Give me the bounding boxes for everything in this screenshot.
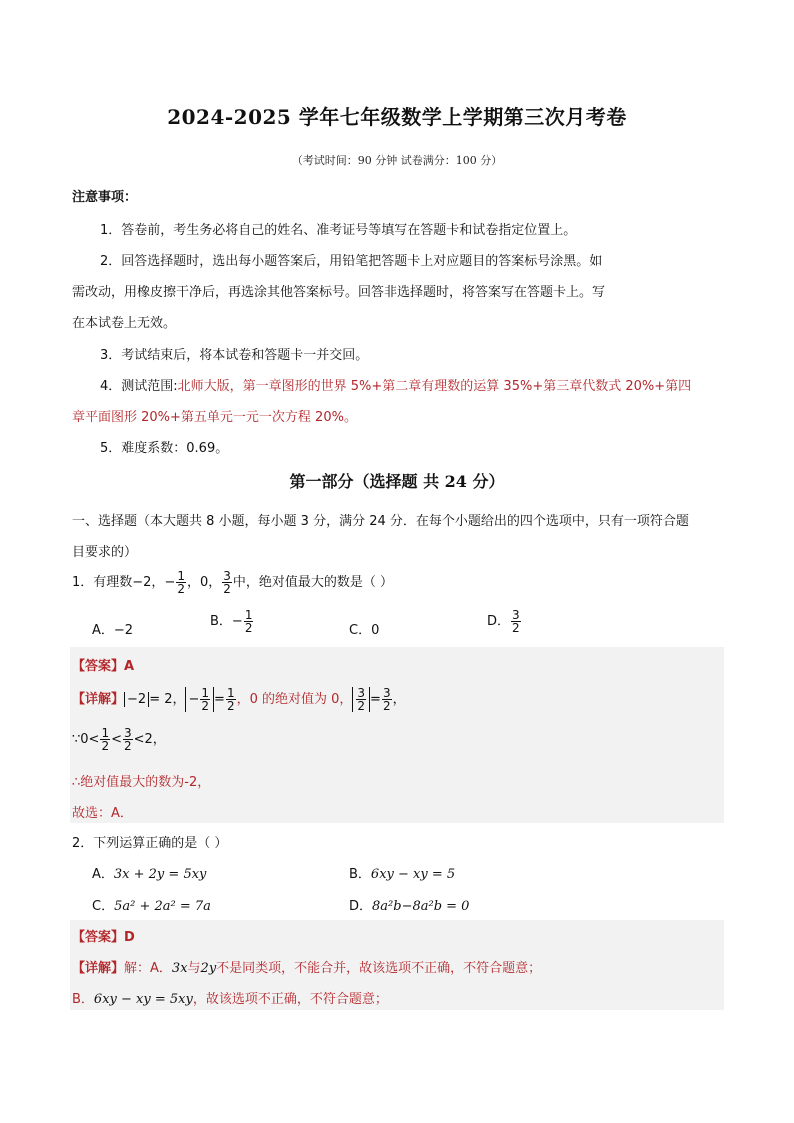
detail-eq-two: = 2，	[149, 692, 186, 707]
q1-option-d-frac	[511, 609, 521, 634]
frac-den: 2	[226, 699, 235, 713]
detail-label: 【详解】	[72, 692, 125, 707]
note-item-2c: 在本试卷上无效。	[72, 316, 177, 331]
detail-a-term2: 2y	[200, 961, 217, 976]
comma: ，	[392, 692, 406, 707]
option-math: 5a² + 2a² = 7a	[114, 899, 211, 914]
detail-b-prefix: B．	[72, 992, 94, 1007]
q1-option-b-frac	[244, 609, 254, 634]
option-label: B．	[349, 867, 371, 882]
frac-half	[100, 727, 110, 752]
q2-option-d	[349, 895, 469, 914]
frac-num: 3	[512, 608, 520, 622]
frac-three-halves	[123, 727, 133, 752]
answer-value: A	[124, 659, 135, 674]
neg-sign: −	[188, 692, 200, 707]
notes-heading: 注意事项：	[72, 190, 138, 205]
q1-therefore-line: ∴绝对值最大的数为-2，	[72, 775, 211, 790]
eq-sign: =	[214, 692, 225, 707]
less-than: <	[111, 732, 122, 747]
frac-half-result	[226, 687, 236, 712]
frac-den: 2	[223, 582, 231, 596]
frac-den: 2	[201, 699, 210, 713]
frac-den: 2	[101, 739, 110, 753]
frac-num: 1	[201, 686, 210, 700]
abs-neg-two: −2	[124, 692, 149, 707]
frac-den: 2	[512, 621, 520, 635]
part1-intro-line1: 一、选择题（本大题共 8 小题，每小题 3 分，满分 24 分．在每个小题给出的四个选项中，只有一项符合题	[72, 514, 689, 529]
q1-answer-box	[70, 647, 724, 823]
q1-option-d-prefix: D．	[487, 614, 511, 629]
frac-den: 2	[177, 582, 185, 596]
q2-answer	[72, 926, 135, 945]
detail-a-term1: 3x	[171, 961, 188, 976]
q2-answer-box	[70, 920, 724, 1010]
option-label: D．	[349, 899, 373, 914]
detail-a-prefix: 解：A．	[124, 961, 172, 976]
q2-stem: 2．下列运算正确的是（ ）	[72, 836, 228, 851]
q1-frac-three-halves	[222, 570, 232, 595]
detail-label: 【详解】	[72, 961, 125, 976]
detail-b-text: ，故该选项不正确，不符合题意；	[192, 992, 388, 1007]
part1-intro-line2: 目要求的）	[72, 545, 138, 560]
frac-num: 1	[101, 726, 110, 740]
note-item-4-line2: 章平面图形 20%+第五单元一元一次方程 20%。	[72, 410, 357, 425]
q2-option-a	[92, 863, 206, 882]
option-math: 6xy − xy = 5	[370, 867, 456, 882]
abs-three-halves	[352, 687, 370, 712]
note-item-2a: 2．回答选择题时，选出每小题答案后，用铅笔把答题卡上对应题目的答案标号涂黑。如	[100, 254, 603, 269]
less-than-two: <2，	[133, 732, 166, 747]
frac-num: 1	[226, 686, 235, 700]
q1-stem	[72, 570, 393, 595]
detail-a-and: 与	[187, 961, 201, 976]
frac-num: 3	[223, 569, 231, 583]
detail-b-math: 6xy − xy = 5xy	[93, 992, 193, 1007]
detail-a-text: 不是同类项，不能合并，故该选项不正确，不符合题意；	[216, 961, 542, 976]
note-item-5: 5．难度系数：0.69。	[100, 441, 229, 456]
frac-den: 2	[382, 699, 391, 713]
answer-label: 【答案】	[72, 659, 125, 674]
q1-because-line	[72, 727, 166, 752]
note-item-4-line1	[100, 375, 691, 394]
note-item-3: 3．考试结束后，将本试卷和答题卡一并交回。	[100, 348, 369, 363]
q1-stem-neg: −	[164, 575, 176, 590]
frac-num: 1	[177, 569, 185, 583]
q1-answer	[72, 655, 134, 674]
option-label: C．	[92, 899, 115, 914]
q1-frac-one-half	[176, 570, 186, 595]
q2-option-b	[349, 863, 455, 882]
exam-title: 2024-2025 学年七年级数学上学期第三次月考卷	[167, 105, 627, 129]
frac-den: 2	[244, 621, 253, 635]
q1-option-d	[487, 609, 522, 634]
option-math: 8a²b−8a²b = 0	[372, 899, 470, 914]
answer-label: 【答案】	[72, 930, 125, 945]
q1-stem-mid: ，0，	[186, 575, 222, 590]
eq-sign: =	[370, 692, 381, 707]
frac-num: 1	[244, 608, 253, 622]
frac-num: 3	[382, 686, 391, 700]
because-prefix: ∵0<	[72, 732, 100, 747]
frac-three-halves-result	[382, 687, 392, 712]
q1-stem-prefix: 1．有理数−2，	[72, 575, 165, 590]
exam-subtitle: （考试时间：90 分钟 试卷满分：100 分）	[291, 154, 503, 167]
frac-num: 3	[357, 686, 366, 700]
q1-option-b	[210, 609, 254, 634]
frac-three-halves	[356, 687, 366, 712]
q2-option-c	[92, 895, 211, 914]
frac-half	[200, 687, 210, 712]
frac-num: 3	[123, 726, 132, 740]
answer-value: D	[124, 930, 135, 945]
q1-choose-line: 故选：A．	[72, 806, 133, 821]
note-item-1: 1．答卷前，考生务必将自己的姓名、准考证号等填写在答题卡和试卷指定位置上。	[100, 223, 577, 238]
q1-option-a: A．−2	[92, 623, 134, 638]
q2-detail-a	[72, 957, 541, 976]
q1-option-c: C．0	[349, 623, 380, 638]
q2-detail-b	[72, 988, 388, 1007]
option-math: 3x + 2y = 5xy	[113, 867, 207, 882]
frac-den: 2	[357, 699, 366, 713]
detail-zero: ，0 的绝对值为 0，	[236, 692, 353, 707]
note-item-4-prefix: 4．测试范围:	[100, 379, 178, 394]
note-item-4-scope: 北师大版，第一章图形的世界 5%+第二章有理数的运算 35%+第三章代数式 20%+第四	[177, 379, 692, 394]
part1-heading: 第一部分（选择题 共 24 分）	[289, 472, 505, 491]
q1-detail-line1	[72, 687, 406, 712]
q1-stem-suffix: 中，绝对值最大的数是（ ）	[232, 575, 394, 590]
q1-option-b-prefix: B．−	[210, 614, 243, 629]
note-item-2b: 需改动，用橡皮擦干净后，再选涂其他答案标号。回答非选择题时，将答案写在答题卡上。写	[72, 285, 606, 300]
option-label: A．	[92, 867, 114, 882]
abs-neg-half	[185, 687, 214, 712]
frac-den: 2	[123, 739, 132, 753]
